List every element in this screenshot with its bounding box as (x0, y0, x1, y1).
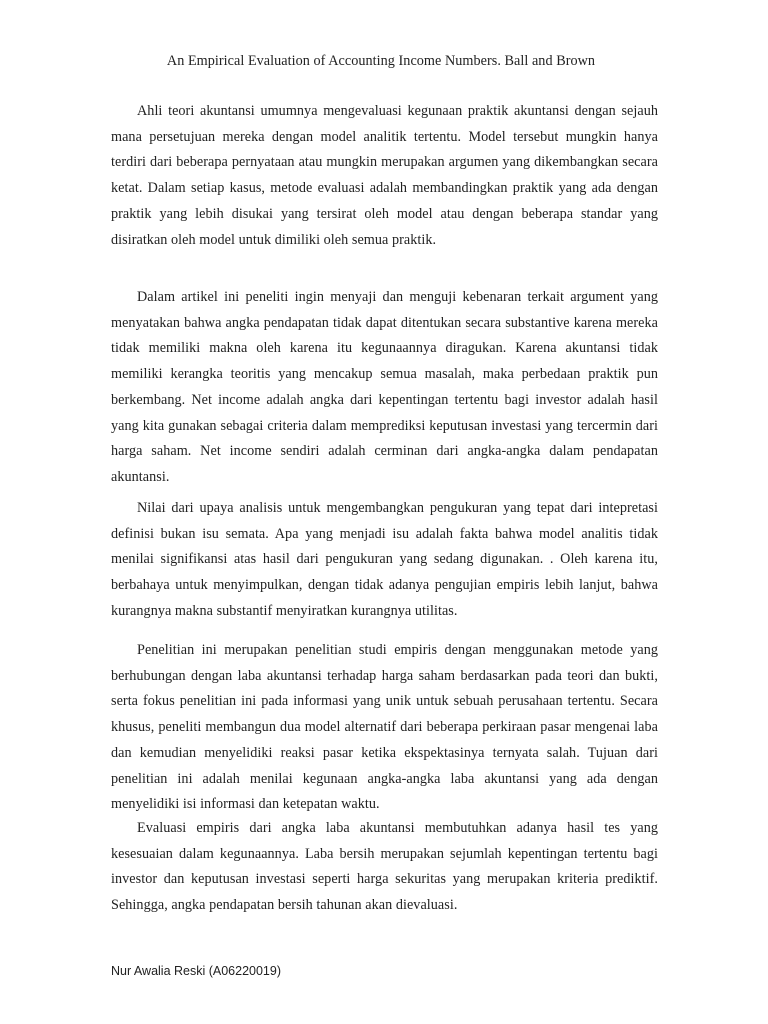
paragraph-text: Dalam artikel ini peneliti ingin menyaji dan menguji kebenaran terkait argument yang menyatakan bahwa angka pendapatan tidak dapat ditentukan secara substantive karena mereka tidak memiliki makna oleh karena itu kegunaannya diragukan. Karena akuntansi tidak memiliki kerangka teoritis yang mencakup semua masalah, maka perbedaan praktik pun berkembang. Net income adalah angka dari kepentingan tertentu bagi investor adalah hasil yang kita gunakan sebagai criteria dalam memprediksi keputusan investasi yang tercermin dari harga saham. Net income sendiri adalah cerminan dari angka-angka dalam pendapatan akuntansi. (111, 289, 658, 485)
body-paragraph-2 (111, 285, 658, 491)
paragraph-text: Nilai dari upaya analisis untuk mengembangkan pengukuran yang tepat dari intepretasi definisi bukan isu semata. Apa yang menjadi isu adalah fakta bahwa model analitis tidak menilai signifikansi atas hasil dari pengukuran yang sedang digunakan. . Oleh karena itu, berbahaya untuk menyimpulkan, dengan tidak adanya pengujian empiris lebih lanjut, bahwa kurangnya makna substantif menyiratkan kurangnya utilitas. (111, 500, 658, 619)
paragraph-text: Ahli teori akuntansi umumnya mengevaluasi kegunaan praktik akuntansi dengan sejauh mana persetujuan mereka dengan model analitik tertentu. Model tersebut mungkin hanya terdiri dari beberapa pernyataan atau mungkin merupakan argumen yang dikembangkan secara ketat. Dalam setiap kasus, metode evaluasi adalah membandingkan praktik yang ada dengan praktik yang lebih disukai yang tersirat oleh model atau dengan beberapa standar yang disiratkan oleh model untuk dimiliki oleh semua praktik. (111, 103, 658, 248)
body-paragraph-3 (111, 496, 658, 625)
footer-author: Nur Awalia Reski (A06220019) (111, 964, 282, 978)
body-paragraph-4 (111, 638, 658, 818)
paragraph-text: Evaluasi empiris dari angka laba akuntansi membutuhkan adanya hasil tes yang kesesuaian dalam kegunaannya. Laba bersih merupakan sejumlah kepentingan tertentu bagi investor dan keputusan investasi seperti harga sekuritas yang merupakan kriteria prediktif. Sehingga, angka pendapatan bersih tahunan akan dievaluasi. (111, 820, 658, 914)
body-paragraph-1 (111, 99, 658, 253)
document-title: An Empirical Evaluation of Accounting Income Numbers. Ball and Brown (166, 53, 596, 69)
body-paragraph-5 (111, 816, 658, 919)
paragraph-text: Penelitian ini merupakan penelitian studi empiris dengan menggunakan metode yang berhubungan dengan laba akuntansi terhadap harga saham berdasarkan pada teori dan bukti, serta fokus penelitian ini pada informasi yang unik untuk sebuah perusahaan tertentu. Secara khusus, peneliti membangun dua model alternatif dari beberapa perkiraan pasar mengenai laba dan kemudian menyelidiki reaksi pasar ketika ekspektasinya ternyata salah. Tujuan dari penelitian ini adalah menilai kegunaan angka-angka laba akuntansi yang ada dengan menyelidiki isi informasi dan ketepatan waktu. (111, 642, 658, 813)
